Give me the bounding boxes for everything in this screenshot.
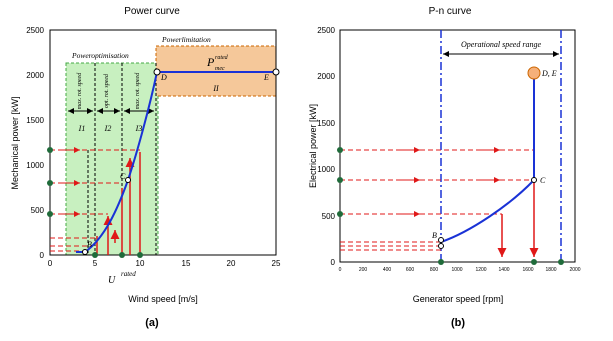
panel-b-y-ticks <box>317 26 335 267</box>
marker-dot <box>119 252 125 258</box>
marker-dot <box>337 211 343 217</box>
panel-a-x-ticks <box>48 259 281 268</box>
marker-dot <box>47 211 53 217</box>
panel-b-axis-markers <box>337 147 564 265</box>
marker-dot <box>337 177 343 183</box>
optimisation-label: Poweroptimisation <box>72 51 129 60</box>
x-tick: 2000 <box>569 267 581 273</box>
y-tick: 1000 <box>317 165 335 174</box>
panel-b-caption: (b) <box>450 317 466 329</box>
panel-a-y-ticks <box>26 26 44 260</box>
x-tick: 200 <box>358 267 368 273</box>
urated-symbol: U <box>108 275 116 286</box>
pmec-symbol: P <box>207 55 215 69</box>
zone-label: I3 <box>135 124 143 133</box>
label-e: E <box>264 73 269 82</box>
limitation-label: Powerlimitation <box>162 35 211 44</box>
panel-a-caption: (a) <box>145 317 159 329</box>
marker-dot <box>47 180 53 186</box>
x-tick: 400 <box>382 267 392 273</box>
x-tick: 0 <box>47 259 53 268</box>
x-tick: 1000 <box>451 267 463 273</box>
x-tick: 1600 <box>522 267 534 273</box>
marker-dot <box>337 147 343 153</box>
rotated-label: max. rot. speed <box>77 72 83 110</box>
x-tick: 1400 <box>498 267 510 273</box>
y-tick: 1000 <box>26 161 44 170</box>
label-b: B <box>432 231 437 240</box>
panel-b-ylabel: Electrical power [kW] <box>308 103 318 189</box>
y-tick: 2000 <box>317 72 335 81</box>
y-tick: 1500 <box>317 119 335 128</box>
pmec-subscript: mec <box>215 66 225 72</box>
y-tick: 0 <box>330 258 335 267</box>
x-tick: 0 <box>338 267 342 273</box>
y-tick: 500 <box>321 212 335 221</box>
marker-dot <box>438 259 444 265</box>
x-tick: 800 <box>429 267 439 273</box>
panel-b-title: P-n curve <box>428 6 472 17</box>
panel-b-axes <box>340 30 575 262</box>
panel-b-x-ticks <box>339 267 581 273</box>
panel-b <box>308 6 581 329</box>
rotated-label: opt. rot. speed <box>104 73 110 109</box>
x-tick: 1800 <box>545 267 557 273</box>
label-c: C <box>540 176 546 185</box>
panel-a <box>10 6 281 329</box>
x-tick: 20 <box>226 259 236 268</box>
marker-dot <box>137 252 143 258</box>
rotated-label: max. rot. speed <box>135 72 141 110</box>
point-d <box>154 69 160 75</box>
y-tick: 1500 <box>26 116 44 125</box>
panel-a-xlabel: Wind speed [m/s] <box>128 294 198 304</box>
point-b <box>83 250 88 255</box>
point-b1 <box>439 238 444 243</box>
panel-a-ylabel: Mechanical power [kW] <box>10 96 20 190</box>
pn-curve <box>441 73 534 242</box>
panel-a-title: Power curve <box>124 6 180 17</box>
zone-label: II <box>213 84 219 93</box>
x-tick: 1200 <box>475 267 487 273</box>
label-d: D <box>161 73 167 82</box>
point-c <box>126 178 131 183</box>
point-c <box>532 178 537 183</box>
x-tick: 600 <box>405 267 415 273</box>
y-tick: 2500 <box>26 26 44 35</box>
pmec-superscript: rated <box>215 55 228 61</box>
label-de: D, E <box>542 69 557 78</box>
zone-label: I1 <box>78 124 86 133</box>
urated-superscript: rated <box>121 270 136 278</box>
x-tick: 15 <box>181 259 191 268</box>
x-tick: 10 <box>135 259 145 268</box>
point-e <box>273 69 279 75</box>
marker-dot <box>531 259 537 265</box>
panel-b-red-guides <box>340 150 534 257</box>
y-tick: 500 <box>30 206 44 215</box>
marker-dot <box>92 252 98 258</box>
x-tick: 5 <box>92 259 98 268</box>
zone-label: I2 <box>104 124 112 133</box>
y-tick: 0 <box>39 251 44 260</box>
label-b: B <box>87 240 92 249</box>
speed-range-label: Operational speed range <box>461 40 541 49</box>
panel-b-xlabel: Generator speed [rpm] <box>412 294 504 304</box>
y-tick: 2000 <box>26 71 44 80</box>
point-b2 <box>439 244 444 249</box>
marker-dot <box>47 147 53 153</box>
marker-dot <box>558 259 564 265</box>
x-tick: 25 <box>271 259 281 268</box>
label-c: C <box>120 172 126 181</box>
point-de <box>528 67 540 79</box>
y-tick: 2500 <box>317 26 335 35</box>
